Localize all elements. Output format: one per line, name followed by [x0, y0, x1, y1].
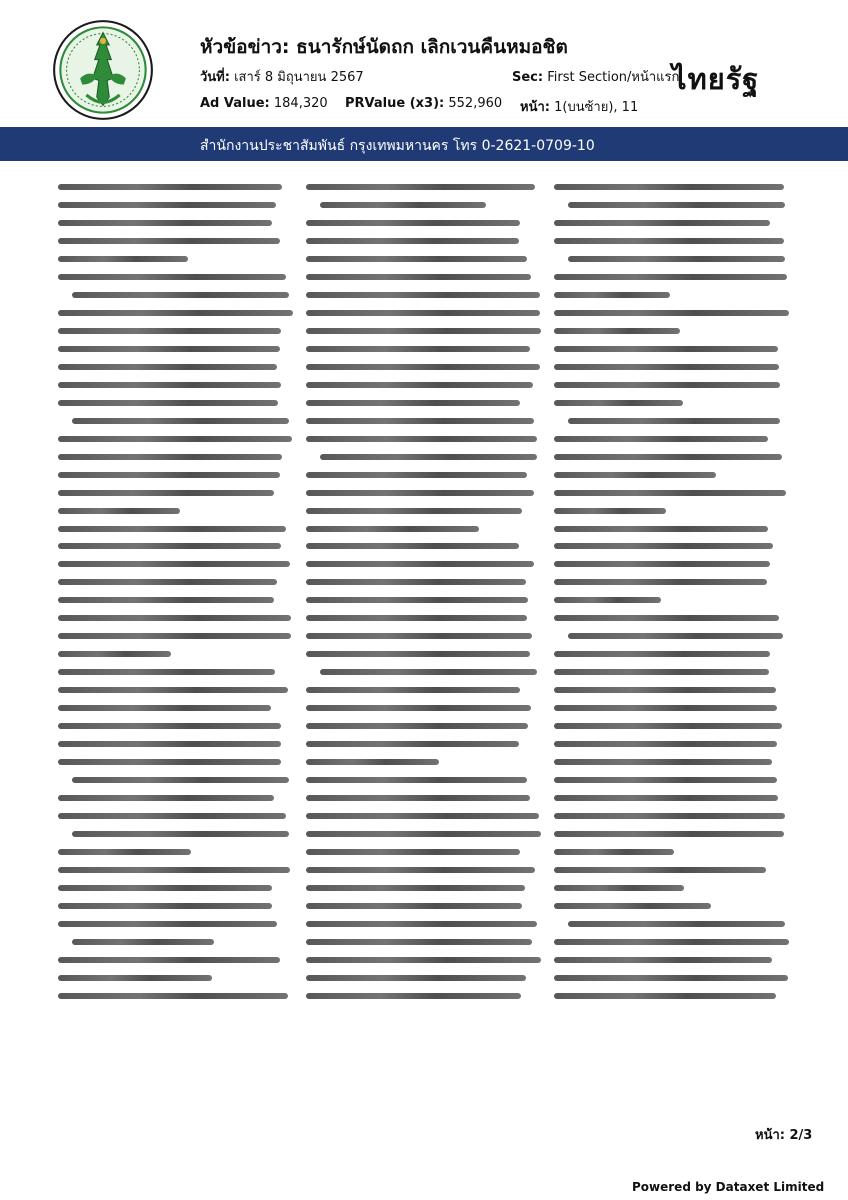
scanned-text-line — [306, 268, 542, 286]
scanned-text-line — [554, 771, 790, 789]
scanned-text-line — [306, 412, 542, 430]
scanned-text-line — [554, 646, 790, 664]
scanned-text-line — [58, 843, 294, 861]
scanned-text-line — [306, 502, 542, 520]
scanned-text-line — [554, 268, 790, 286]
scanned-text-line — [306, 574, 542, 592]
scanned-text-line — [306, 807, 542, 825]
scanned-text-line — [58, 879, 294, 897]
scanned-text-line — [306, 178, 542, 196]
scanned-text-line — [58, 394, 294, 412]
scanned-text-line — [554, 196, 790, 214]
scanned-text-line — [306, 969, 542, 987]
scanned-text-line — [58, 268, 294, 286]
scanned-text-line — [306, 879, 542, 897]
section-label: Sec: — [512, 70, 544, 85]
scanned-text-line — [554, 897, 790, 915]
pr-value-label: PRValue (x3): — [345, 96, 445, 111]
scanned-text-line — [554, 628, 790, 646]
scanned-text-line — [58, 250, 294, 268]
scanned-text-line — [58, 232, 294, 250]
scanned-text-line — [554, 538, 790, 556]
scanned-text-line — [58, 448, 294, 466]
scanned-text-line — [306, 592, 542, 610]
scanned-text-line — [554, 394, 790, 412]
scanned-text-line — [58, 897, 294, 915]
scanned-text-line — [58, 951, 294, 969]
scanned-text-line — [58, 646, 294, 664]
section-row — [512, 66, 679, 87]
scanned-text-line — [58, 789, 294, 807]
powered-by: Powered by Dataxet Limited — [632, 1180, 825, 1194]
scanned-text-line — [554, 232, 790, 250]
scanned-text-line — [554, 700, 790, 718]
scanned-text-line — [58, 754, 294, 772]
scanned-text-line — [306, 520, 542, 538]
scanned-text-line — [58, 592, 294, 610]
scanned-text-line — [554, 754, 790, 772]
scanned-text-line — [58, 664, 294, 682]
scanned-text-line — [58, 196, 294, 214]
scanned-text-line — [58, 915, 294, 933]
scanned-text-line — [554, 879, 790, 897]
date-value: เสาร์ 8 มิถุนายน 2567 — [234, 70, 364, 85]
scanned-text-line — [554, 933, 790, 951]
scanned-text-line — [554, 861, 790, 879]
scanned-text-line — [306, 376, 542, 394]
scanned-text-line — [554, 412, 790, 430]
scanned-text-line — [58, 430, 294, 448]
scanned-text-line — [58, 861, 294, 879]
scanned-text-line — [306, 340, 542, 358]
scanned-text-line — [554, 574, 790, 592]
scanned-text-line — [554, 736, 790, 754]
banner-text: สำนักงานประชาสัมพันธ์ กรุงเทพมหานคร โทร 0-2621-0709-10 — [200, 138, 595, 154]
scanned-text-line — [306, 861, 542, 879]
scanned-text-line — [306, 322, 542, 340]
scanned-text-line — [58, 825, 294, 843]
scanned-text-line — [306, 789, 542, 807]
article-column-2 — [306, 178, 542, 1008]
scanned-text-line — [554, 951, 790, 969]
scanned-text-line — [306, 718, 542, 736]
scanned-text-line — [554, 484, 790, 502]
scanned-text-line — [306, 466, 542, 484]
scanned-text-line — [58, 502, 294, 520]
scanned-text-line — [554, 682, 790, 700]
scanned-text-line — [306, 358, 542, 376]
scanned-text-line — [306, 754, 542, 772]
headline — [200, 32, 568, 62]
scanned-text-line — [58, 628, 294, 646]
scanned-text-line — [554, 502, 790, 520]
contact-banner — [0, 127, 848, 161]
scanned-text-line — [554, 214, 790, 232]
scanned-text-line — [554, 807, 790, 825]
scanned-text-line — [554, 843, 790, 861]
scanned-text-line — [58, 771, 294, 789]
scanned-text-line — [58, 322, 294, 340]
scanned-text-line — [554, 376, 790, 394]
scanned-text-line — [306, 430, 542, 448]
scanned-text-line — [306, 897, 542, 915]
scanned-text-line — [306, 951, 542, 969]
scanned-text-line — [306, 214, 542, 232]
scanned-text-line — [554, 610, 790, 628]
headline-label: หัวข้อข่าว: — [200, 36, 290, 58]
scanned-text-line — [58, 304, 294, 322]
scanned-text-line — [554, 448, 790, 466]
scanned-text-line — [58, 178, 294, 196]
scanned-text-line — [58, 807, 294, 825]
scanned-text-line — [58, 412, 294, 430]
page-row — [520, 96, 638, 117]
bangkok-city-seal-icon — [50, 18, 156, 122]
scanned-text-line — [306, 628, 542, 646]
scanned-text-line — [306, 484, 542, 502]
scanned-text-line — [58, 736, 294, 754]
scanned-text-line — [306, 843, 542, 861]
pr-value-row — [345, 96, 502, 111]
scanned-text-line — [554, 825, 790, 843]
page-label: หน้า: — [520, 100, 550, 115]
scanned-text-line — [554, 340, 790, 358]
scanned-text-line — [58, 538, 294, 556]
scanned-text-line — [306, 933, 542, 951]
scanned-text-line — [554, 718, 790, 736]
scanned-text-line — [306, 736, 542, 754]
scanned-text-line — [306, 250, 542, 268]
scanned-text-line — [58, 376, 294, 394]
scanned-text-line — [554, 304, 790, 322]
scanned-text-line — [58, 574, 294, 592]
article-column-1 — [58, 178, 294, 1008]
scanned-text-line — [554, 250, 790, 268]
scanned-text-line — [58, 556, 294, 574]
scanned-text-line — [554, 969, 790, 987]
scanned-text-line — [554, 664, 790, 682]
scanned-text-line — [58, 466, 294, 484]
scanned-text-line — [306, 610, 542, 628]
date-row — [200, 66, 364, 87]
pr-value: 552,960 — [448, 96, 503, 111]
scanned-text-line — [58, 682, 294, 700]
clipping-header — [0, 0, 848, 125]
page-number: หน้า: 2/3 — [755, 1128, 813, 1143]
publication-logo: ไทยรัฐ — [672, 62, 760, 96]
scanned-text-line — [554, 592, 790, 610]
scanned-text-line — [306, 232, 542, 250]
scanned-text-line — [554, 789, 790, 807]
scanned-text-line — [306, 771, 542, 789]
scanned-text-line — [58, 340, 294, 358]
scanned-text-line — [306, 196, 542, 214]
scanned-text-line — [554, 286, 790, 304]
ad-value: 184,320 — [273, 96, 328, 111]
headline-text: ธนารักษ์นัดถก เลิกเวนคืนหมอชิต — [296, 36, 568, 58]
scanned-text-line — [554, 430, 790, 448]
scanned-text-line — [58, 286, 294, 304]
scanned-text-line — [58, 358, 294, 376]
scanned-text-line — [306, 664, 542, 682]
scanned-text-line — [58, 214, 294, 232]
scanned-text-line — [554, 520, 790, 538]
scanned-text-line — [306, 915, 542, 933]
scanned-text-line — [306, 825, 542, 843]
scanned-text-line — [58, 933, 294, 951]
scanned-text-line — [306, 538, 542, 556]
section-value: First Section/หน้าแรก — [547, 70, 680, 85]
scanned-text-line — [306, 394, 542, 412]
ad-value-row — [200, 96, 328, 111]
scanned-text-line — [58, 969, 294, 987]
scanned-text-line — [554, 556, 790, 574]
article-column-3 — [554, 178, 790, 1008]
ad-value-label: Ad Value: — [200, 96, 270, 111]
scanned-text-line — [306, 682, 542, 700]
scanned-text-line — [58, 484, 294, 502]
scanned-text-line — [554, 466, 790, 484]
scanned-text-line — [58, 520, 294, 538]
scanned-text-line — [306, 304, 542, 322]
scanned-text-line — [306, 448, 542, 466]
scanned-text-line — [554, 915, 790, 933]
scanned-text-line — [58, 987, 294, 1005]
scanned-text-line — [306, 286, 542, 304]
scanned-text-line — [58, 718, 294, 736]
scanned-text-line — [306, 700, 542, 718]
scanned-text-line — [306, 987, 542, 1005]
scanned-text-line — [58, 700, 294, 718]
scanned-text-line — [554, 987, 790, 1005]
scanned-text-line — [306, 646, 542, 664]
date-label: วันที่: — [200, 70, 230, 85]
scanned-text-line — [306, 556, 542, 574]
article-clipping-image — [58, 178, 790, 1008]
page-value: 1(บนซ้าย), 11 — [554, 100, 639, 115]
scanned-text-line — [554, 358, 790, 376]
scanned-text-line — [554, 178, 790, 196]
scanned-text-line — [58, 610, 294, 628]
scanned-text-line — [554, 322, 790, 340]
